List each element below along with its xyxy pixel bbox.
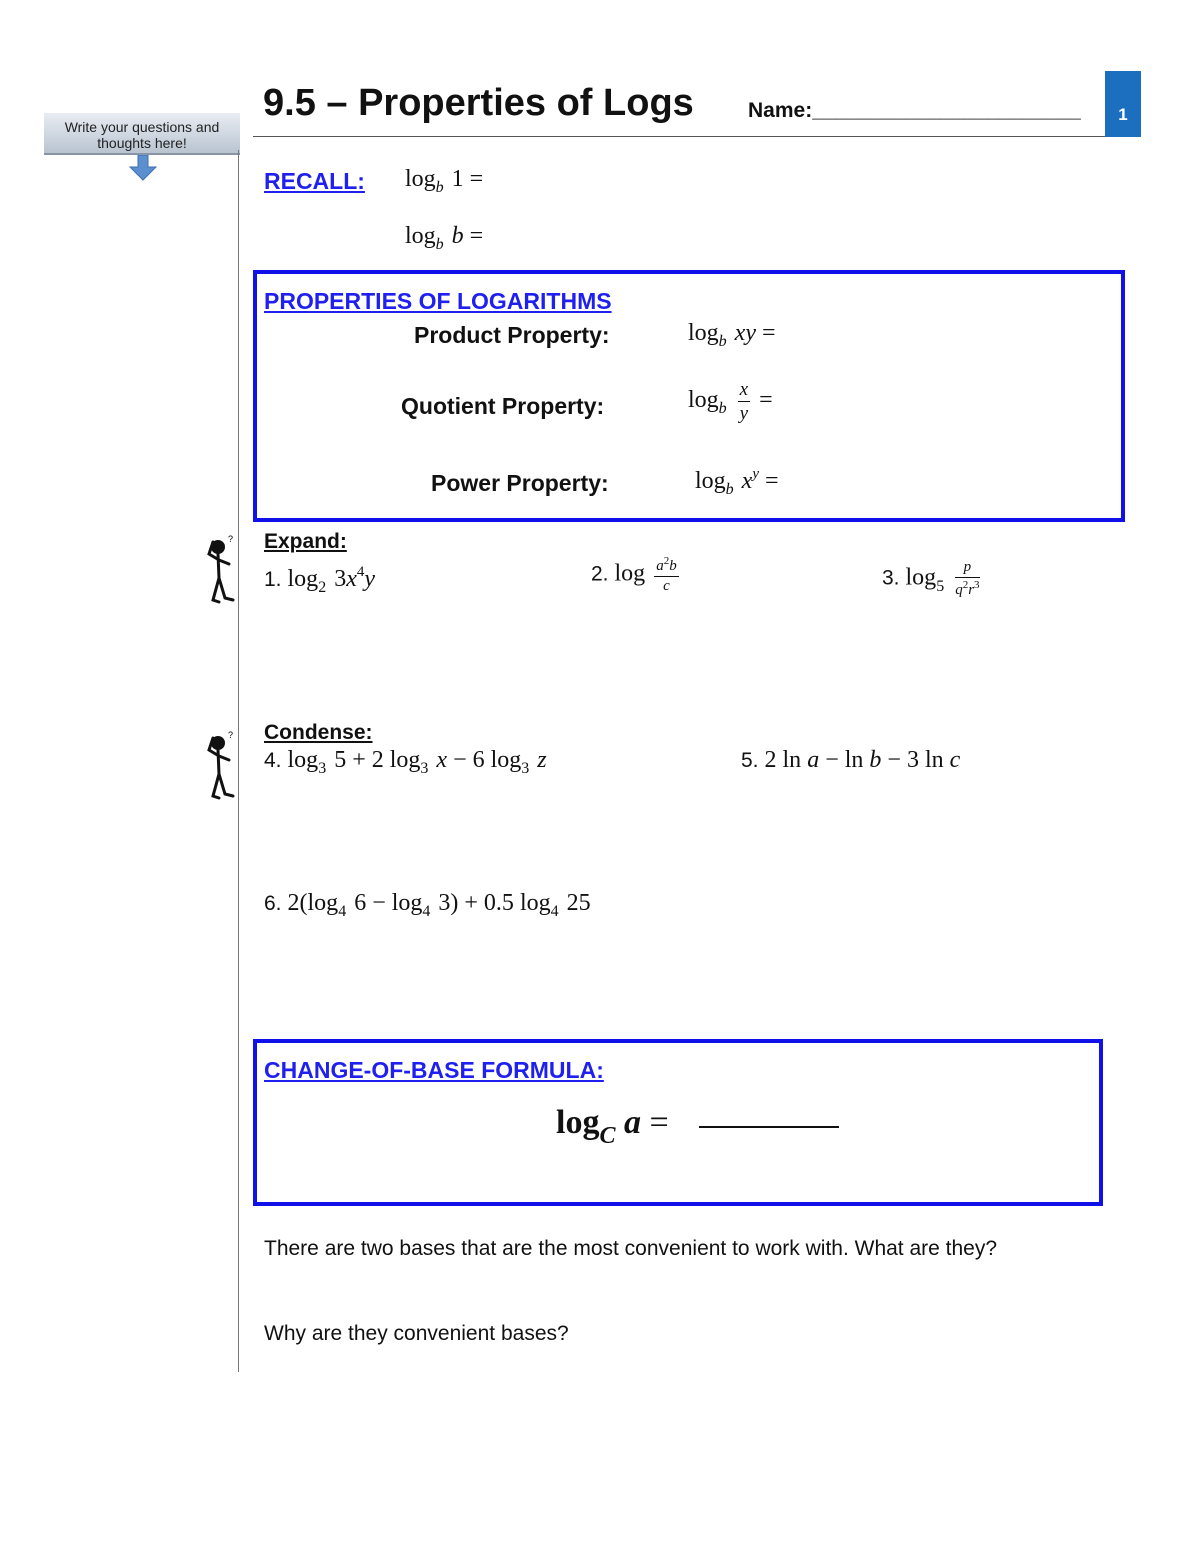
expand-problem-1: 1. $\log_2 3x^4y$ <box>264 564 375 596</box>
condense-heading: Condense: <box>264 721 373 744</box>
change-of-base-formula: $\log_C a$ = <box>556 1104 669 1149</box>
thinking-person-icon <box>203 730 239 802</box>
product-property-formula: $\log_b$ xy = <box>688 320 776 350</box>
sidebar-note-text: Write your questions and thoughts here! <box>64 119 220 151</box>
question-convenient-bases: There are two bases that are the most convenient to work with. What are they? <box>264 1237 998 1260</box>
svg-text:?: ? <box>228 534 234 544</box>
sidebar-note <box>44 113 240 155</box>
expand-heading: Expand: <box>264 530 347 553</box>
quotient-property-formula: $\log_b$ $\frac{x}{y}$ = <box>688 379 773 424</box>
page-number: 1 <box>1118 105 1128 124</box>
power-property-label: Power Property: <box>431 470 609 496</box>
down-arrow-icon <box>128 155 158 181</box>
condense-problem-5: 5. 2 ln a − ln b − 3 ln c <box>741 747 961 773</box>
product-property-label: Product Property: <box>414 322 610 348</box>
condense-problem-4: 4. $\log_3 5 + 2$ $\log_3 x - 6$ $\log_3 z$ <box>264 747 547 777</box>
svg-text:?: ? <box>228 730 234 740</box>
quotient-property-label: Quotient Property: <box>401 393 605 419</box>
recall-item-2: $\log_b b$ = <box>405 223 484 253</box>
page-title: 9.5 – Properties of Logs <box>263 82 694 124</box>
recall-heading: RECALL: <box>264 168 365 194</box>
page-number-tab <box>1105 71 1141 137</box>
change-of-base-heading: CHANGE-OF-BASE FORMULA: <box>264 1057 604 1083</box>
power-property-formula: $\log_b x^y$ = <box>695 466 779 498</box>
thinking-person-icon <box>203 534 239 606</box>
recall-item-1: $\log_b 1$ = <box>405 166 484 196</box>
condense-problem-6: 6. $2(\log_4$ $6 - \log_4 3) + 0.5$ $\log_4 25$ <box>264 890 591 920</box>
header-rule <box>253 136 1105 137</box>
expand-problem-3: 3. $\log_5$ $\frac{p}{q^2r^3}$ <box>882 559 980 598</box>
change-of-base-blank-line <box>699 1126 839 1128</box>
name-field[interactable]: Name:_______________________ <box>748 99 1081 122</box>
properties-heading: PROPERTIES OF LOGARITHMS <box>264 288 612 314</box>
expand-problem-2: 2. log $\frac{a^2b}{c}$ <box>591 555 677 594</box>
question-why-convenient: Why are they convenient bases? <box>264 1322 569 1345</box>
